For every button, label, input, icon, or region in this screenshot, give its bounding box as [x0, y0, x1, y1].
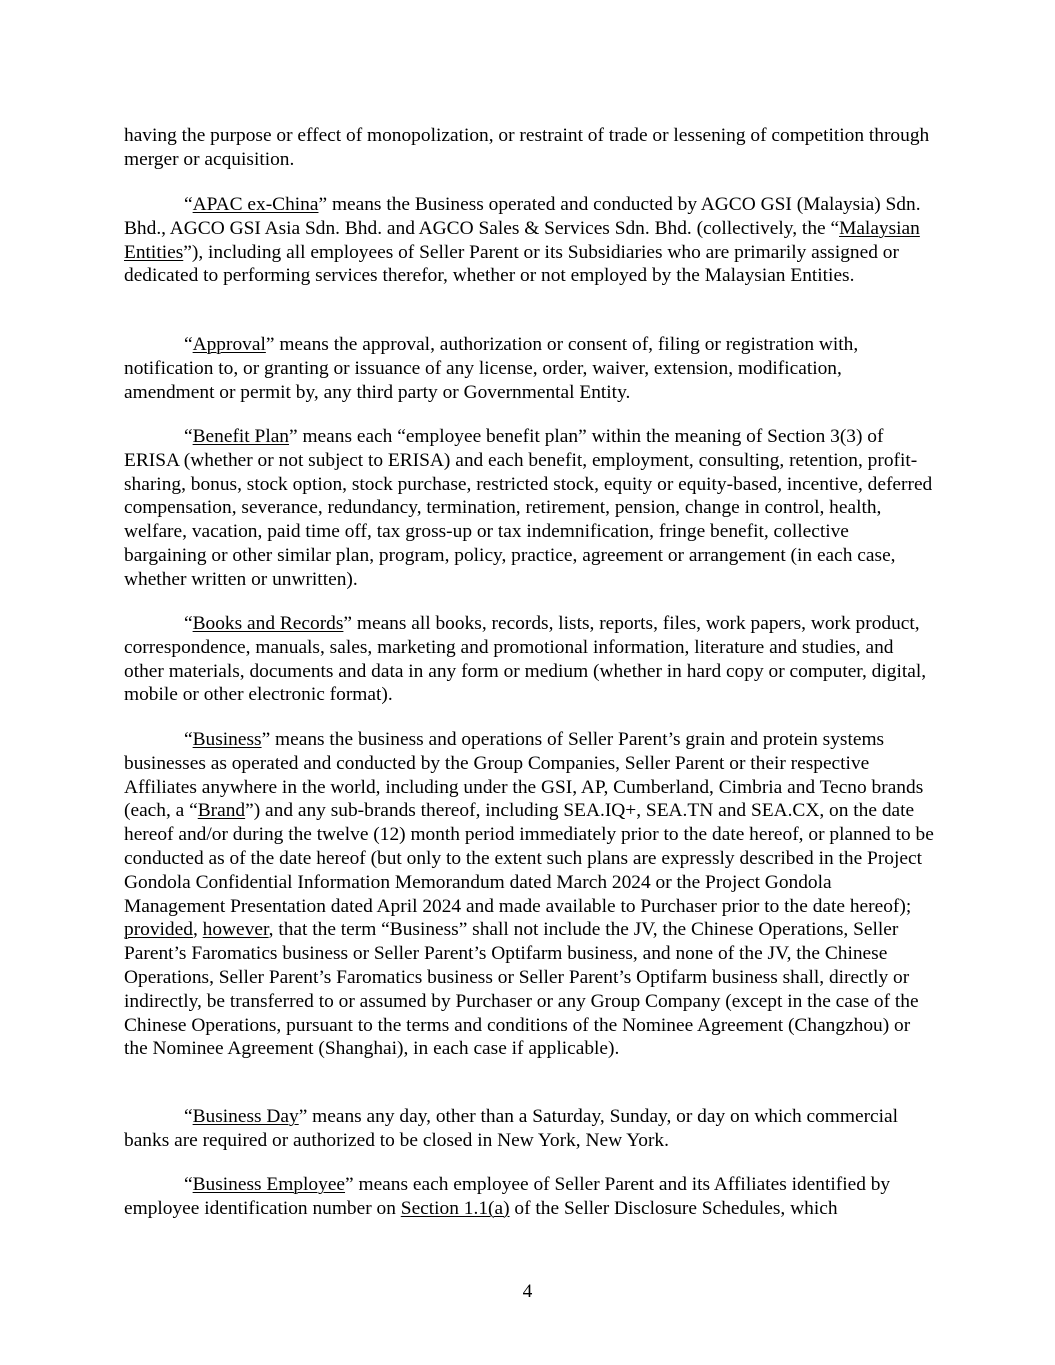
defined-term: Business Employee: [192, 1174, 346, 1195]
open-quote: “: [184, 334, 193, 355]
definition-business-employee: [124, 1173, 936, 1221]
defined-term: Approval: [192, 334, 266, 355]
open-quote: “: [184, 1106, 193, 1127]
defined-term: Malaysian Entities: [124, 217, 920, 263]
defined-term: Business: [192, 729, 262, 750]
definition-benefit-plan: [124, 425, 936, 592]
open-quote: “: [184, 729, 193, 750]
definition-text: ” means the approval, authorization or consent of, filing or registration with, notification to, or granting or issuance of any license, order, waiver, extension, modification, amendment or permit by, any third party or Governmental Entity.: [124, 334, 859, 403]
page-number: 4: [522, 1281, 533, 1302]
proviso-word: provided: [124, 919, 193, 941]
definition-books-and-records: [124, 612, 936, 707]
open-quote: “: [184, 194, 193, 215]
defined-term: Books and Records: [192, 613, 344, 634]
paragraph-text: having the purpose or effect of monopolization, or restraint of trade or lessening of competition through merger or acquisition.: [124, 125, 930, 170]
paragraph-continuation: [124, 124, 936, 172]
section-reference: Section 1.1(a): [400, 1197, 510, 1219]
proviso-word: however: [202, 919, 269, 941]
definition-text: ” means the business and operations of Seller Parent’s grain and protein systems businesses as operated and conducted by the Group Companies, Seller Parent or their respective Affiliates anywhere in the world, including under the GSI, AP, Cumberland, Cimbria and Tecno brands (each, a “: [124, 729, 924, 822]
defined-term: APAC ex-China: [192, 194, 319, 215]
definition-text: , that the term “Business” shall not include the JV, the Chinese Operations, Seller Parent’s Faromatics business or Seller Parent’s Optifarm business, and none of the JV, the Chinese Operations, Seller Parent’s Faromatics business or Seller Parent’s Optifarm business shall, directly or indirectly, be transferred to or assumed by Purchaser or any Group Company (except in the case of the Chinese Operations, pursuant to the terms and conditions of the Nominee Agreement (Changzhou) or the Nominee Agreement (Shanghai), in each case if applicable).: [124, 919, 919, 1060]
open-quote: “: [184, 1174, 193, 1195]
open-quote: “: [184, 426, 193, 447]
definition-text: ”), including all employees of Seller Parent or its Subsidiaries who are primarily assigned or dedicated to performing services therefor, whether or not employed by the Malaysian Entities.: [124, 241, 899, 287]
definition-apac-ex-china: [124, 193, 936, 288]
definition-business: [124, 728, 936, 1061]
definition-text: ” means each employee of Seller Parent and its Affiliates identified by employee identification number on: [124, 1174, 891, 1219]
defined-term: Business Day: [192, 1106, 299, 1127]
definition-business-day: [124, 1105, 936, 1153]
definition-text: of the Seller Disclosure Schedules, which: [509, 1197, 838, 1219]
definition-text: ”) and any sub-brands thereof, including SEA.IQ+, SEA.TN and SEA.CX, on the date hereof and/or during the twelve (12) month period immediately prior to the date hereof, or planned to be conducted as of the date hereof (but only to the extent such plans are expressly described in the Project Gondola Confidential Information Memorandum dated March 2024 or the Project Gondola Management Presentation dated April 2024 and made available to Purchaser prior to the date hereof);: [124, 800, 934, 917]
defined-term: Benefit Plan: [192, 426, 290, 447]
punctuation: ,: [192, 919, 203, 941]
definition-text: ” means all books, records, lists, reports, files, work papers, work product, correspondence, manuals, sales, marketing and promotional information, literature and studies, and other materials, documents and data in any form or medium (whether in hard copy or computer, digital, mobile or other electronic format).: [124, 613, 927, 706]
defined-term: Brand: [197, 800, 246, 822]
open-quote: “: [184, 613, 193, 634]
definition-approval: [124, 333, 936, 404]
definition-text: ” means the Business operated and conducted by AGCO GSI (Malaysia) Sdn. Bhd., AGCO GSI Asia Sdn. Bhd. and AGCO Sales & Services Sdn. Bhd. (collectively, the “: [124, 194, 921, 239]
definition-text: ” means each “employee benefit plan” within the meaning of Section 3(3) of ERISA (whether or not subject to ERISA) and each benefit, employment, consulting, retention, profit-sharing, bonus, stock option, stock purchase, restricted stock, equity or equity-based, incentive, deferred compensation, severance, redundancy, termination, retirement, pension, change in control, health, welfare, vacation, paid time off, tax gross-up or tax indemnification, fringe benefit, collective bargaining or other similar plan, program, policy, practice, agreement or arrangement (in each case, whether written or unwritten).: [124, 426, 933, 590]
definition-text: ” means any day, other than a Saturday, Sunday, or day on which commercial banks are required or authorized to be closed in New York, New York.: [124, 1106, 899, 1151]
